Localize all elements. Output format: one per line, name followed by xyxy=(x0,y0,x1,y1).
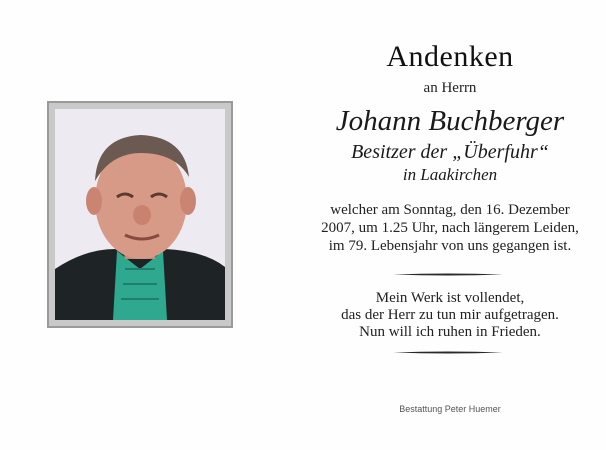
card-heading: Andenken xyxy=(386,40,514,73)
death-notice-line: 2007, um 1.25 Uhr, nach längerem Leiden, xyxy=(321,220,579,236)
portrait-photo-frame xyxy=(47,101,233,328)
funeral-home-credit: Bestattung Peter Huemer xyxy=(399,404,501,414)
death-notice-line: im 79. Lebensjahr von uns gegangen ist. xyxy=(328,238,572,254)
verse-line: Nun will ich ruhen in Frieden. xyxy=(359,324,541,340)
verse-line: das der Herr zu tun mir aufgetragen. xyxy=(341,307,559,323)
death-notice xyxy=(300,201,600,255)
deceased-name: Johann Buchberger xyxy=(335,105,565,137)
card-subheading: an Herrn xyxy=(423,80,477,96)
deceased-role: Besitzer der „Überfuhr“ xyxy=(351,141,549,163)
ornamental-divider xyxy=(393,351,503,354)
verse-line: Mein Werk ist vollendet, xyxy=(375,290,525,306)
portrait-photo xyxy=(55,109,225,320)
deceased-place: in Laakirchen xyxy=(402,165,498,184)
death-notice-line: welcher am Sonntag, den 16. Dezember xyxy=(330,202,570,218)
ornamental-divider xyxy=(393,273,503,276)
verse xyxy=(300,290,600,341)
